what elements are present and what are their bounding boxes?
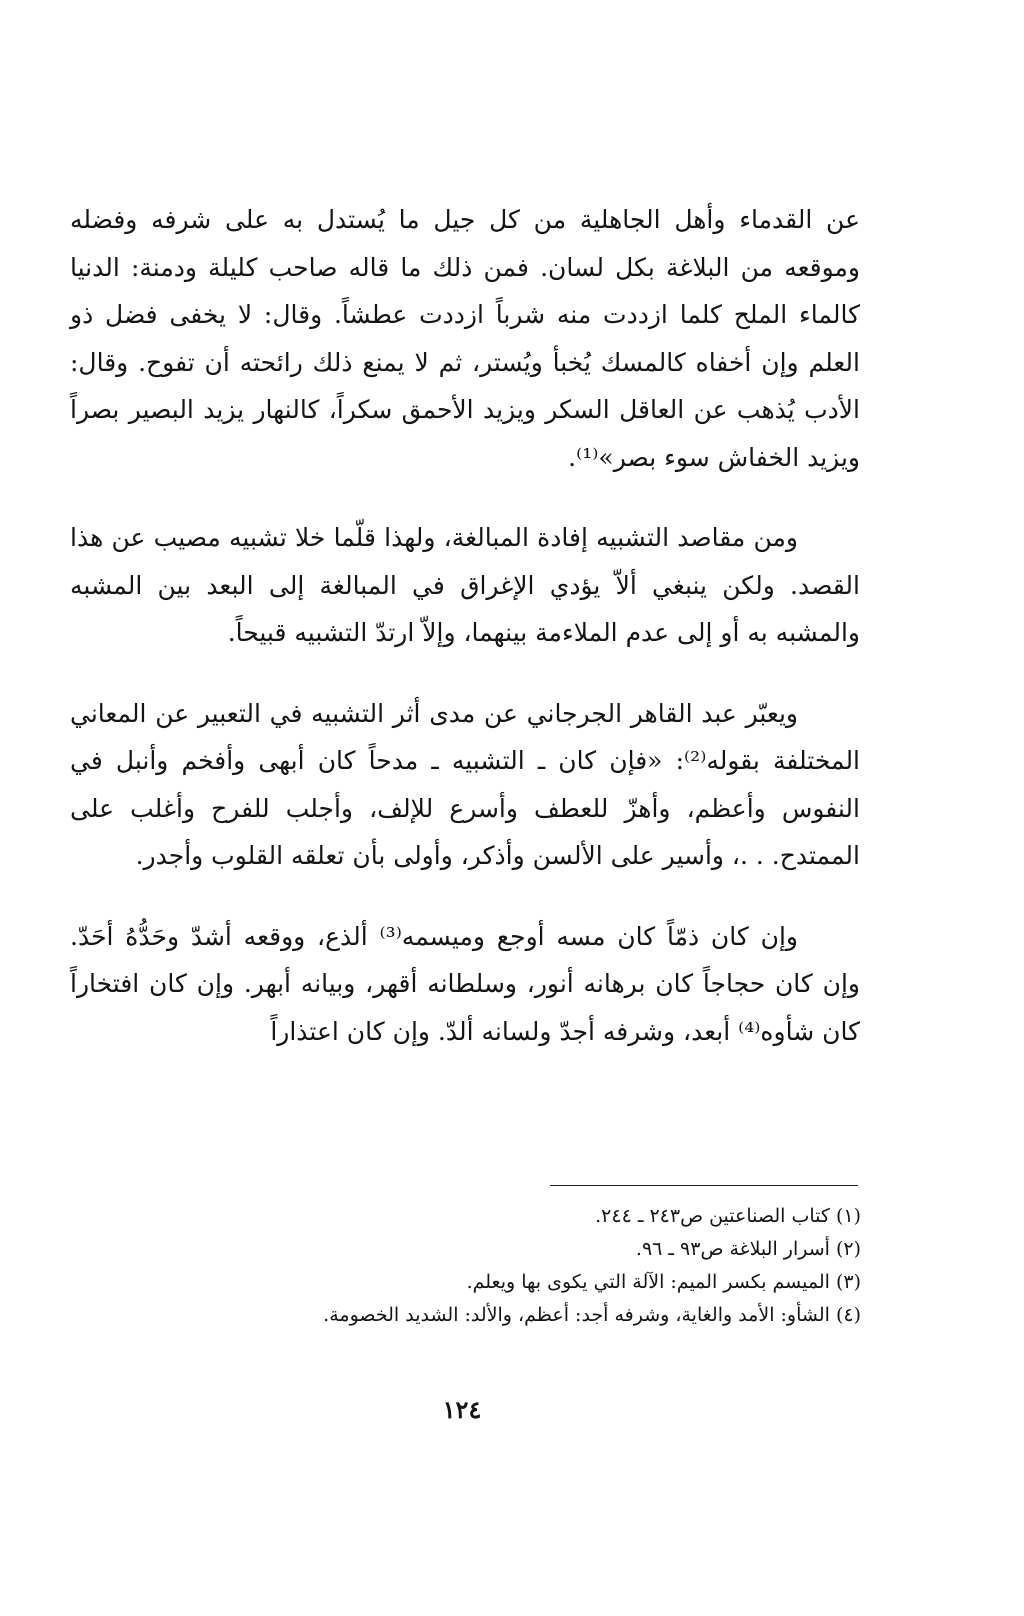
main-text — [70, 196, 860, 1055]
footnotes — [221, 1200, 861, 1332]
footnote-3: (٣) الميسم بكسر الميم: الآلة التي يكوى بها ويعلم. — [466, 1271, 861, 1293]
paragraph-3: ويعبّر عبد القاهر الجرجاني عن مدى أثر التشبيه في التعبير عن المعاني المختلفة بقوله⁽²⁾: «فإن كان ـ التشبيه ـ مدحاً كان أبهى وأفخم وأنبل في النفوس وأعظم، وأهزّ للعطف وأسرع للإلف، وأجلب للفرح وأغلب على الممتدح. . .، وأسير على الألسن وأذكر، وأولى بأن تعلقه القلوب وأجدر. — [70, 698, 861, 870]
page-number: ١٢٤ — [442, 1395, 482, 1424]
paragraph-1: عن القدماء وأهل الجاهلية من كل جيل ما يُستدل به على شرفه وفضله وموقعه من البلاغة بكل لسان. فمن ذلك ما قاله صاحب كليلة ودمنة: الدنيا كالماء الملح كلما ازددت منه شرباً ازددت عطشاً. وقال: لا يخفى فضل ذو العلم وإن أخفاه كالمسك يُخبأ ويُستر، ثم لا يمنع ذلك رائحته أن تفوح. وقال: الأدب يُذهب عن العاقل السكر ويزيد الأحمق سكراً، كالنهار يزيد البصير بصراً ويزيد الخفاش سوء بصر»⁽¹⁾. — [70, 205, 860, 472]
footnote-2: (٢) أسرار البلاغة ص٩٣ ـ ٩٦. — [635, 1238, 861, 1260]
footnote-1: (١) كتاب الصناعتين ص٢٤٣ ـ ٢٤٤. — [595, 1205, 861, 1227]
paragraph-2: ومن مقاصد التشبيه إفادة المبالغة، ولهذا قلّما خلا تشبيه مصيب عن هذا القصد. ولكن ينبغي ألاّ يؤدي الإغراق في المبالغة إلى البعد بين المشبه والمشبه به أو إلى عدم الملاءمة بينهما، وإلاّ ارتدّ التشبيه قبيحاً. — [70, 523, 860, 647]
paragraph-4: وإن كان ذمّاً كان مسه أوجع وميسمه⁽³⁾ ألذع، ووقعه أشدّ وحَدُّهُ أحَدّ. وإن كان حجاجاً كان برهانه أنور، وسلطانه أقهر، وبيانه أبهر. وإن كان افتخاراً كان شأوه⁽⁴⁾ أبعد، وشرفه أجدّ ولسانه ألدّ. وإن كان اعتذاراً — [70, 921, 860, 1046]
footnote-divider — [550, 1185, 858, 1186]
footnote-4: (٤) الشأو: الأمد والغاية، وشرفه أجد: أعظم، والألد: الشديد الخصومة. — [323, 1304, 861, 1326]
